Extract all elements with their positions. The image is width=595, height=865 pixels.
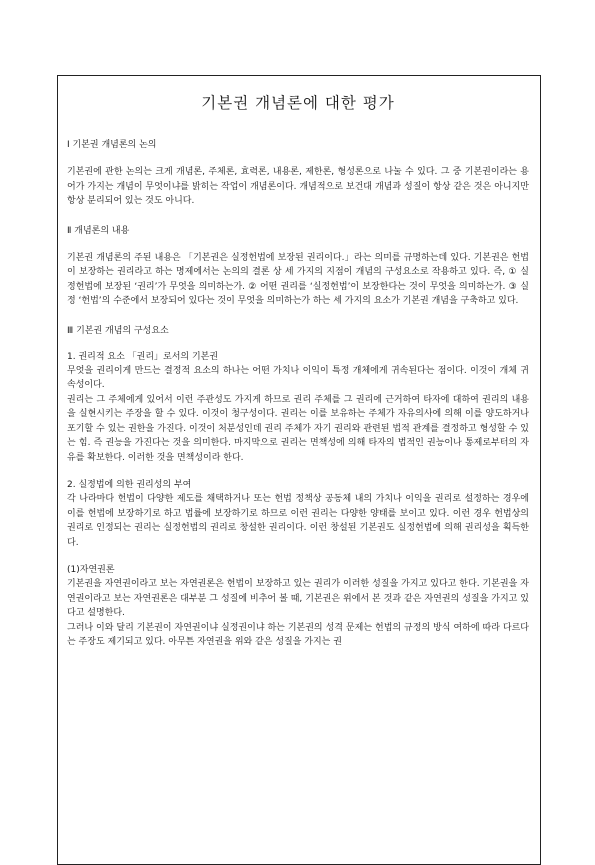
section-heading-3: Ⅲ 기본권 개념의 구성요소 (67, 325, 169, 336)
section-heading-1: Ⅰ 기본권 개념론의 논의 (67, 140, 157, 150)
subsection-heading-3: (1)자연권론 (67, 565, 115, 575)
document-title: 기본권 개념론에 대한 평가 (201, 94, 395, 112)
document-body (67, 93, 529, 650)
paragraph: 기본권 개념론의 주된 내용은 「기본권은 실정헌법에 보장된 권리이다.」라는 의미를 규명하는데 있다. 기본권은 헌법이 보장하는 권리라고 하는 명제에서는 논의의 결론 상 세 가지의 지점이 개념의 구성요소로 작용하고 있다. 즉, ① 실정헌법에 보장된 ‘권리’가 무엇을 의미하는가. ② 어떤 권리를 ‘실정헌법’이 보장한다는 것이 무엇을 의미하는가. ③ 실정 ‘헌법’의 수준에서 보장되어 있다는 것이 무엇을 의미하는가 하는 세 가지의 요소가 기본권 개념을 구축하고 있다. (67, 252, 529, 306)
paragraph: 각 나라마다 헌법이 다양한 제도를 채택하거나 또는 헌법 정책상 공동체 내의 가치나 이익을 권리로 설정하는 경우에 이를 헌법에 보장하기로 하고 법률에 보장하기로 하므로 이런 권리는 다양한 양태를 보이고 있다. 이런 경우 헌법상의 권리로 인정되는 권리는 실정헌법의 권리로 창설한 권리이다. 이런 창설된 기본권도 실정헌법에 의해 권리성을 획득한다. (67, 494, 529, 548)
subsection-heading-2: 2. 실정법에 의한 권리성의 부여 (67, 480, 192, 490)
paragraph: 무엇을 권리이게 만드는 결정적 요소의 하나는 어떤 가치나 이익이 특정 개체에게 귀속된다는 점이다. 이것이 개체 귀속성이다. (67, 365, 529, 390)
paragraph: 권리는 그 주체에게 있어서 이런 주관성도 가지게 하므로 권리 주체를 그 권리에 근거하여 타자에 대하여 권리의 내용을 실현시키는 주장을 할 수 있다. 이것이 청구성이다. 권리는 이를 보유하는 주체가 자유의사에 의해 이를 양도하거나 포기할 수 있는 권한을 가진다. 이것이 처분성인데 권리 주체가 자기 권리와 관련된 법적 관계를 결정하고 형성할 수 있는 힘. 즉 권능을 가진다는 것을 의미한다. 마지막으로 권리는 면책성에 의해 타자의 법적인 권능이나 통제로부터의 자유를 확보한다. 이러한 것을 면책성이라 한다. (67, 394, 529, 463)
paragraph: 기본권에 관한 논의는 크게 개념론, 주체론, 효력론, 내용론, 제한론, 형성론으로 나눌 수 있다. 그 중 기본권이라는 용어가 가지는 개념이 무엇이냐를 밝히는 작업이 개념론이다. 개념적으로 보건대 개념과 성질이 항상 같은 것은 아니지만 항상 분리되어 있는 것도 아니다. (67, 167, 529, 206)
subsection-heading-1: 1. 권리적 요소 「권리」로서의 기본권 (67, 351, 219, 362)
paragraph: 기본권을 자연권이라고 보는 자연권론은 헌법이 보장하고 있는 권리가 이러한 성질을 가지고 있다고 한다. 기본권을 자연권이라고 보는 자연권론은 대부분 그 성질에 비추어 볼 때, 기본권은 위에서 본 것과 같은 자연권의 성질을 가지고 있다고 설명한다. (67, 579, 529, 618)
paragraph: 그러나 이와 달리 기본권이 자연권이냐 실정권이냐 하는 기본권의 성격 문제는 헌법의 규정의 방식 여하에 따라 다르다는 주장도 제기되고 있다. 아무튼 자연권을 위와 같은 성질을 가지는 권 (67, 622, 529, 647)
section-heading-2: Ⅱ 개념론의 내용 (67, 225, 130, 236)
